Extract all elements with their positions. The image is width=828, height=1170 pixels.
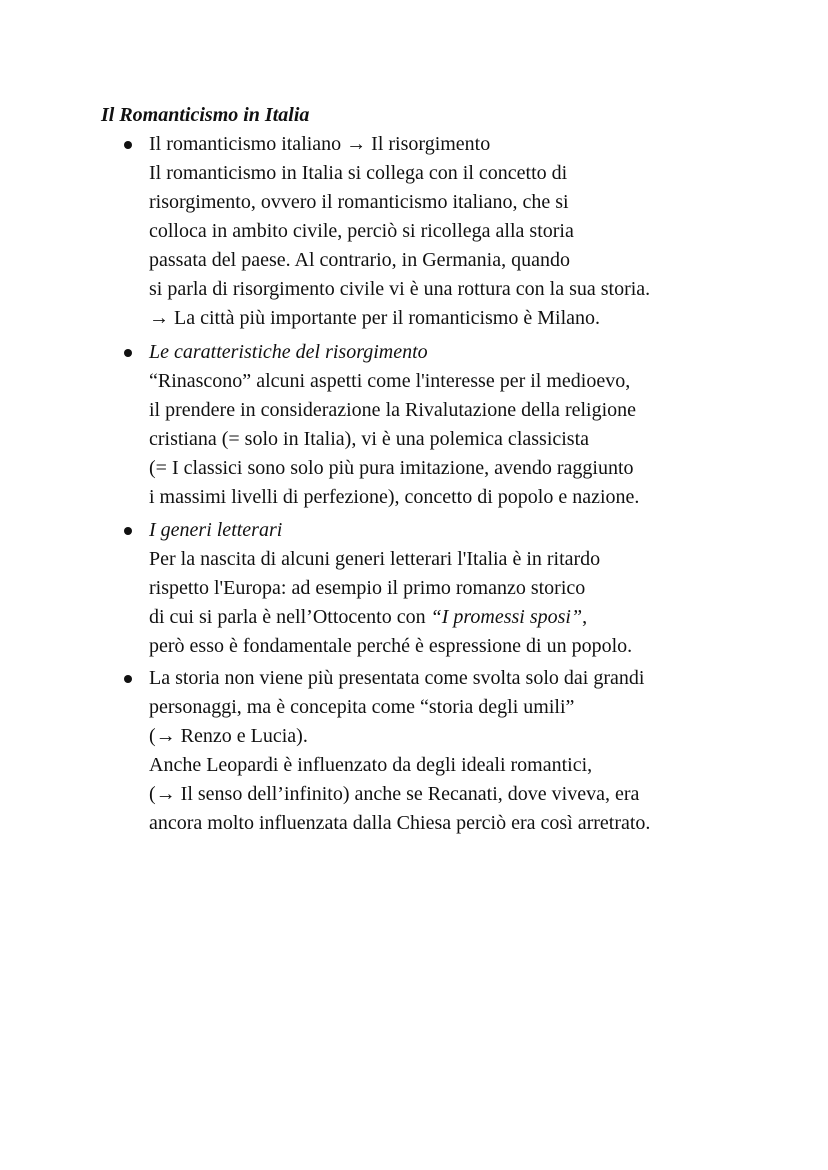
paragraph-line: (= I classici sono solo più pura imitazione, avendo raggiunto [149, 457, 634, 479]
bullet-icon [124, 349, 132, 357]
section-heading: Le caratteristiche del risorgimento [149, 341, 428, 363]
bullet-icon [124, 527, 132, 535]
paragraph-line: Anche Leopardi è influenzato da degli ideali romantici, [149, 754, 593, 776]
paragraph-line: (→ Il senso dell’infinito) anche se Recanati, dove viveva, era [149, 783, 640, 805]
paragraph-line: “Rinascono” alcuni aspetti come l'interesse per il medioevo, [149, 370, 631, 392]
bullet-icon [124, 141, 132, 149]
paragraph-line: colloca in ambito civile, perciò si ricollega alla storia [149, 220, 574, 242]
paragraph-line: si parla di risorgimento civile vi è una rottura con la sua storia. [149, 278, 651, 300]
paragraph-line: → La città più importante per il romanticismo è Milano. [149, 307, 600, 329]
paragraph-line: ancora molto influenzata dalla Chiesa perciò era così arretrato. [149, 812, 651, 834]
paragraph-line: i massimi livelli di perfezione), concetto di popolo e nazione. [149, 486, 640, 508]
bullet-icon [124, 675, 132, 683]
paragraph-line: personaggi, ma è concepita come “storia degli umili” [149, 696, 575, 718]
paragraph-line: Per la nascita di alcuni generi letterari l'Italia è in ritardo [149, 548, 601, 570]
document-title: Il Romanticismo in Italia [101, 104, 310, 126]
paragraph-line: però esso è fondamentale perché è espressione di un popolo. [149, 635, 633, 657]
paragraph-line [149, 603, 587, 632]
paragraph-text: di cui si parla è nell’Ottocento con [149, 606, 431, 628]
paragraph-line: rispetto l'Europa: ad esempio il primo romanzo storico [149, 577, 586, 599]
paragraph-text: , [582, 606, 588, 628]
section-heading: I generi letterari [149, 519, 283, 541]
book-title: “I promessi sposi” [430, 606, 583, 628]
section-heading: Il romanticismo italiano → Il risorgimento [149, 133, 491, 155]
paragraph-line: passata del paese. Al contrario, in Germania, quando [149, 249, 570, 271]
paragraph-line: il prendere in considerazione la Rivalutazione della religione [149, 399, 637, 421]
paragraph-line: (→ Renzo e Lucia). [149, 725, 308, 747]
section-heading: La storia non viene più presentata come svolta solo dai grandi [149, 667, 645, 689]
paragraph-line: Il romanticismo in Italia si collega con il concetto di [149, 162, 568, 184]
paragraph-line: risorgimento, ovvero il romanticismo italiano, che si [149, 191, 569, 213]
paragraph-line: cristiana (= solo in Italia), vi è una polemica classicista [149, 428, 590, 450]
